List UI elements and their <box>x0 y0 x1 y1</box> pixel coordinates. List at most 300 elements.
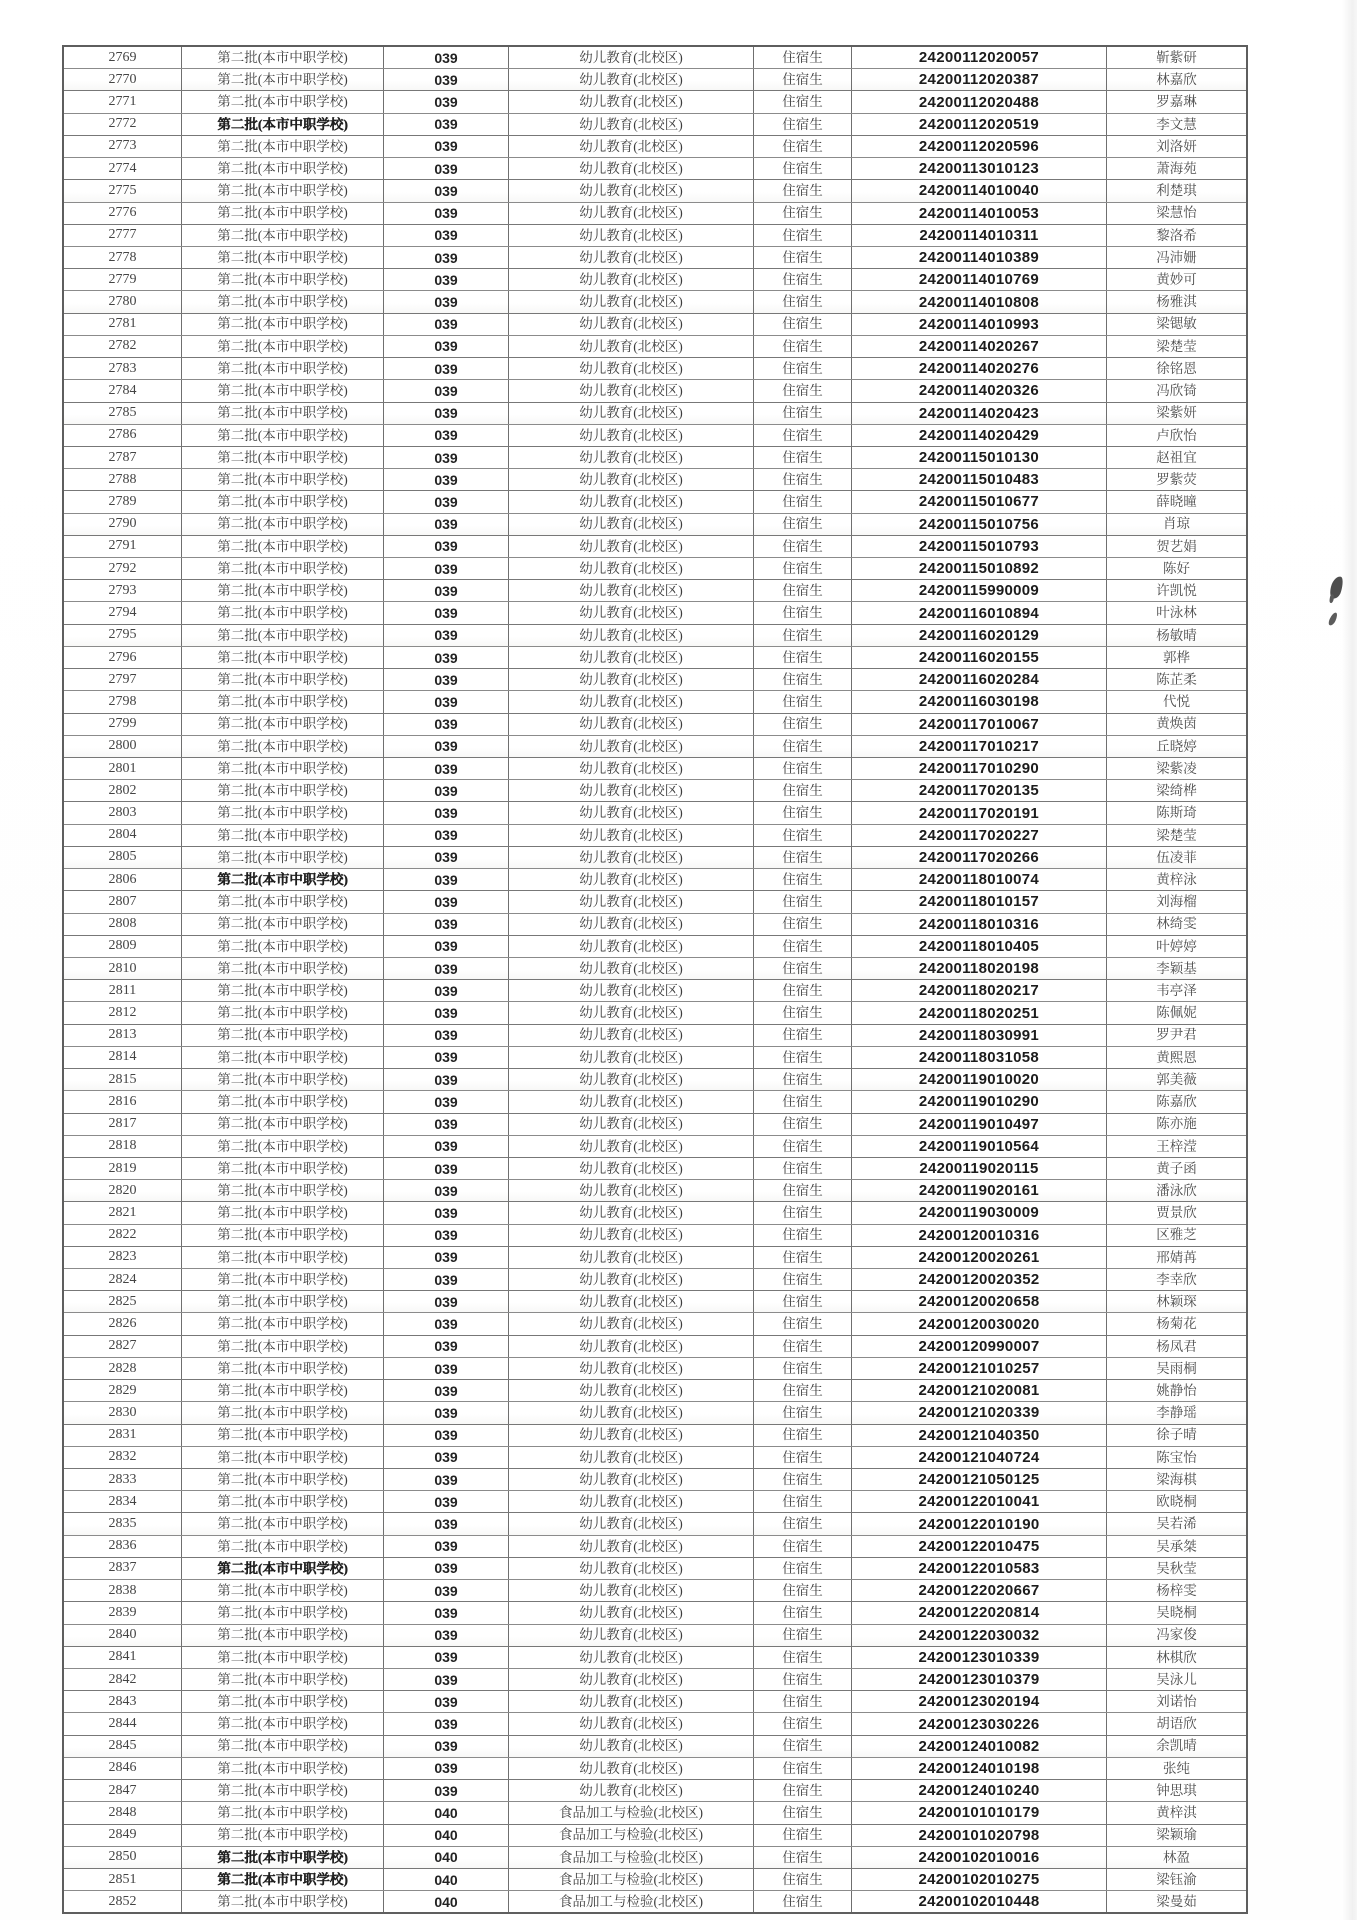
major-cell: 幼儿教育(北校区) <box>509 647 754 668</box>
student-name-cell: 罗紫荧 <box>1156 472 1197 488</box>
row-number-cell: 2808 <box>64 914 182 935</box>
table-row <box>64 403 1246 425</box>
batch-cell: 第二批(本市中职学校) <box>182 203 384 224</box>
major-cell: 食品加工与检验(北校区) <box>509 1869 754 1890</box>
exam-number-cell: 24200115010677 <box>852 491 1107 512</box>
batch-cell: 第二批(本市中职学校) <box>182 1136 384 1157</box>
exam-number-cell: 24200119010020 <box>852 1069 1107 1090</box>
row-number-cell: 2810 <box>64 958 182 979</box>
batch-cell: 第二批(本市中职学校) <box>182 1691 384 1712</box>
batch-cell: 第二批(本市中职学校) <box>182 825 384 846</box>
major-cell: 幼儿教育(北校区) <box>509 1713 754 1734</box>
student-name-cell: 罗嘉琳 <box>1156 94 1197 110</box>
student-name-cell: 钟思琪 <box>1156 1782 1197 1798</box>
exam-number-cell: 24200120020658 <box>852 1291 1107 1312</box>
student-name-cell: 靳紫研 <box>1156 49 1197 65</box>
major-cell: 幼儿教育(北校区) <box>509 158 754 179</box>
major-cell: 幼儿教育(北校区) <box>509 691 754 712</box>
row-number-cell: 2785 <box>64 403 182 424</box>
student-name-cell: 冯欣锜 <box>1156 383 1197 399</box>
residency-cell: 住宿生 <box>754 91 852 112</box>
table-row <box>64 825 1246 847</box>
student-name-cell: 郭美薇 <box>1156 1071 1197 1087</box>
major-cell: 幼儿教育(北校区) <box>509 1402 754 1423</box>
major-cell: 幼儿教育(北校区) <box>509 403 754 424</box>
student-name-cell: 梁颖瑜 <box>1156 1827 1197 1843</box>
residency-cell: 住宿生 <box>754 403 852 424</box>
table-row <box>64 47 1246 69</box>
major-cell: 幼儿教育(北校区) <box>509 114 754 135</box>
school-code-cell: 039 <box>384 714 509 735</box>
major-cell: 幼儿教育(北校区) <box>509 380 754 401</box>
table-row <box>64 1536 1246 1558</box>
school-code-cell: 039 <box>384 203 509 224</box>
school-code-cell: 039 <box>384 491 509 512</box>
row-number-cell: 2835 <box>64 1513 182 1534</box>
row-number-cell: 2774 <box>64 158 182 179</box>
school-code-cell: 039 <box>384 425 509 446</box>
row-number-cell: 2784 <box>64 380 182 401</box>
residency-cell: 住宿生 <box>754 1780 852 1801</box>
exam-number-cell: 24200115990009 <box>852 580 1107 601</box>
student-name-cell: 林盈 <box>1163 1849 1190 1865</box>
residency-cell: 住宿生 <box>754 447 852 468</box>
school-code-cell: 039 <box>384 758 509 779</box>
residency-cell: 住宿生 <box>754 1713 852 1734</box>
major-cell: 幼儿教育(北校区) <box>509 291 754 312</box>
residency-cell: 住宿生 <box>754 491 852 512</box>
student-name-cell: 林颖琛 <box>1156 1294 1197 1310</box>
major-cell: 幼儿教育(北校区) <box>509 802 754 823</box>
residency-cell: 住宿生 <box>754 469 852 490</box>
residency-cell: 住宿生 <box>754 1269 852 1290</box>
major-cell: 幼儿教育(北校区) <box>509 1313 754 1334</box>
batch-cell: 第二批(本市中职学校) <box>182 447 384 468</box>
residency-cell: 住宿生 <box>754 425 852 446</box>
student-name-cell: 陈斯琦 <box>1156 805 1197 821</box>
batch-cell: 第二批(本市中职学校) <box>182 736 384 757</box>
table-row <box>64 602 1246 624</box>
exam-number-cell: 24200121020081 <box>852 1380 1107 1401</box>
batch-cell: 第二批(本市中职学校) <box>182 491 384 512</box>
residency-cell: 住宿生 <box>754 180 852 201</box>
exam-number-cell: 24200123030226 <box>852 1713 1107 1734</box>
row-number-cell: 2849 <box>64 1825 182 1846</box>
residency-cell: 住宿生 <box>754 1380 852 1401</box>
residency-cell: 住宿生 <box>754 380 852 401</box>
school-code-cell: 039 <box>384 1625 509 1646</box>
student-name-cell: 黎洛希 <box>1156 227 1197 243</box>
batch-cell: 第二批(本市中职学校) <box>182 980 384 1001</box>
batch-cell: 第二批(本市中职学校) <box>182 269 384 290</box>
batch-cell: 第二批(本市中职学校) <box>182 1736 384 1757</box>
table-row <box>64 580 1246 602</box>
residency-cell: 住宿生 <box>754 1358 852 1379</box>
major-cell: 幼儿教育(北校区) <box>509 1425 754 1446</box>
row-number-cell: 2786 <box>64 425 182 446</box>
school-code-cell: 039 <box>384 1158 509 1179</box>
major-cell: 幼儿教育(北校区) <box>509 1136 754 1157</box>
exam-number-cell: 24200115010793 <box>852 536 1107 557</box>
batch-cell: 第二批(本市中职学校) <box>182 780 384 801</box>
exam-number-cell: 24200121050125 <box>852 1469 1107 1490</box>
batch-cell: 第二批(本市中职学校) <box>182 1647 384 1668</box>
table-row <box>64 358 1246 380</box>
table-row <box>64 1158 1246 1180</box>
school-code-cell: 039 <box>384 1136 509 1157</box>
table-row <box>64 1047 1246 1069</box>
exam-number-cell: 24200120990007 <box>852 1336 1107 1357</box>
table-row <box>64 291 1246 313</box>
major-cell: 幼儿教育(北校区) <box>509 1158 754 1179</box>
exam-number-cell: 24200114020326 <box>852 380 1107 401</box>
batch-cell: 第二批(本市中职学校) <box>182 1713 384 1734</box>
school-code-cell: 039 <box>384 1202 509 1223</box>
major-cell: 幼儿教育(北校区) <box>509 825 754 846</box>
major-cell: 幼儿教育(北校区) <box>509 1269 754 1290</box>
table-row <box>64 180 1246 202</box>
major-cell: 幼儿教育(北校区) <box>509 936 754 957</box>
school-code-cell: 039 <box>384 1713 509 1734</box>
student-name-cell: 梁楚莹 <box>1156 338 1197 354</box>
table-row <box>64 1869 1246 1891</box>
row-number-cell: 2771 <box>64 91 182 112</box>
residency-cell: 住宿生 <box>754 958 852 979</box>
major-cell: 食品加工与检验(北校区) <box>509 1825 754 1846</box>
school-code-cell: 039 <box>384 1114 509 1135</box>
school-code-cell: 039 <box>384 447 509 468</box>
batch-cell: 第二批(本市中职学校) <box>182 1402 384 1423</box>
exam-number-cell: 24200118020251 <box>852 1002 1107 1023</box>
student-name-cell: 徐铭恩 <box>1156 360 1197 376</box>
student-name-cell: 伍凌菲 <box>1156 849 1197 865</box>
student-name-cell: 张纯 <box>1163 1760 1190 1776</box>
major-cell: 幼儿教育(北校区) <box>509 336 754 357</box>
table-row <box>64 536 1246 558</box>
table-row <box>64 1691 1246 1713</box>
student-name-cell: 潘泳欣 <box>1156 1183 1197 1199</box>
school-code-cell: 040 <box>384 1869 509 1890</box>
major-cell: 幼儿教育(北校区) <box>509 180 754 201</box>
school-code-cell: 039 <box>384 1691 509 1712</box>
table-row <box>64 1202 1246 1224</box>
row-number-cell: 2840 <box>64 1625 182 1646</box>
student-name-cell: 杨菊花 <box>1156 1316 1197 1332</box>
school-code-cell: 039 <box>384 1580 509 1601</box>
student-name-cell: 杨雅淇 <box>1156 294 1197 310</box>
exam-number-cell: 24200122010041 <box>852 1491 1107 1512</box>
school-code-cell: 039 <box>384 625 509 646</box>
row-number-cell: 2848 <box>64 1802 182 1823</box>
residency-cell: 住宿生 <box>754 1558 852 1579</box>
student-name-cell: 陈嘉欣 <box>1156 1094 1197 1110</box>
exam-number-cell: 24200112020519 <box>852 114 1107 135</box>
residency-cell: 住宿生 <box>754 158 852 179</box>
school-code-cell: 039 <box>384 1069 509 1090</box>
residency-cell: 住宿生 <box>754 1180 852 1201</box>
school-code-cell: 039 <box>384 780 509 801</box>
row-number-cell: 2831 <box>64 1425 182 1446</box>
batch-cell: 第二批(本市中职学校) <box>182 1758 384 1779</box>
row-number-cell: 2795 <box>64 625 182 646</box>
exam-number-cell: 24200115010892 <box>852 558 1107 579</box>
table-row <box>64 1269 1246 1291</box>
row-number-cell: 2804 <box>64 825 182 846</box>
exam-number-cell: 24200120020261 <box>852 1247 1107 1268</box>
major-cell: 幼儿教育(北校区) <box>509 247 754 268</box>
major-cell: 幼儿教育(北校区) <box>509 1291 754 1312</box>
batch-cell: 第二批(本市中职学校) <box>182 1891 384 1912</box>
student-name-cell: 卢欣怡 <box>1156 427 1197 443</box>
major-cell: 幼儿教育(北校区) <box>509 1114 754 1135</box>
batch-cell: 第二批(本市中职学校) <box>182 91 384 112</box>
student-name-cell: 林绮雯 <box>1156 916 1197 932</box>
table-row <box>64 1802 1246 1824</box>
student-name-cell: 利楚琪 <box>1156 183 1197 199</box>
major-cell: 幼儿教育(北校区) <box>509 1180 754 1201</box>
exam-number-cell: 24200118010157 <box>852 891 1107 912</box>
exam-number-cell: 24200114010808 <box>852 291 1107 312</box>
exam-number-cell: 24200119010290 <box>852 1091 1107 1112</box>
row-number-cell: 2841 <box>64 1647 182 1668</box>
row-number-cell: 2796 <box>64 647 182 668</box>
table-row <box>64 1091 1246 1113</box>
batch-cell: 第二批(本市中职学校) <box>182 1513 384 1534</box>
table-row <box>64 1447 1246 1469</box>
residency-cell: 住宿生 <box>754 1402 852 1423</box>
row-number-cell: 2838 <box>64 1580 182 1601</box>
row-number-cell: 2834 <box>64 1491 182 1512</box>
student-name-cell: 杨梓雯 <box>1156 1582 1197 1598</box>
row-number-cell: 2847 <box>64 1780 182 1801</box>
school-code-cell: 039 <box>384 736 509 757</box>
row-number-cell: 2769 <box>64 47 182 68</box>
major-cell: 幼儿教育(北校区) <box>509 847 754 868</box>
table-row <box>64 1136 1246 1158</box>
major-cell: 幼儿教育(北校区) <box>509 1513 754 1534</box>
exam-number-cell: 24200118030991 <box>852 1025 1107 1046</box>
batch-cell: 第二批(本市中职学校) <box>182 158 384 179</box>
exam-number-cell: 24200122030032 <box>852 1625 1107 1646</box>
exam-number-cell: 24200122020667 <box>852 1580 1107 1601</box>
residency-cell: 住宿生 <box>754 669 852 690</box>
batch-cell: 第二批(本市中职学校) <box>182 714 384 735</box>
row-number-cell: 2770 <box>64 69 182 90</box>
school-code-cell: 039 <box>384 1047 509 1068</box>
row-number-cell: 2797 <box>64 669 182 690</box>
exam-number-cell: 24200120030020 <box>852 1313 1107 1334</box>
residency-cell: 住宿生 <box>754 69 852 90</box>
table-row <box>64 958 1246 980</box>
exam-number-cell: 24200112020057 <box>852 47 1107 68</box>
residency-cell: 住宿生 <box>754 1025 852 1046</box>
row-number-cell: 2826 <box>64 1313 182 1334</box>
student-name-cell: 罗尹君 <box>1156 1027 1197 1043</box>
table-row <box>64 314 1246 336</box>
batch-cell: 第二批(本市中职学校) <box>182 1180 384 1201</box>
school-code-cell: 039 <box>384 1758 509 1779</box>
exam-number-cell: 24200116030198 <box>852 691 1107 712</box>
row-number-cell: 2845 <box>64 1736 182 1757</box>
batch-cell: 第二批(本市中职学校) <box>182 1580 384 1601</box>
exam-number-cell: 24200118010074 <box>852 869 1107 890</box>
ink-mark <box>1327 611 1338 626</box>
school-code-cell: 039 <box>384 602 509 623</box>
residency-cell: 住宿生 <box>754 1425 852 1446</box>
school-code-cell: 039 <box>384 136 509 157</box>
row-number-cell: 2833 <box>64 1469 182 1490</box>
row-number-cell: 2814 <box>64 1047 182 1068</box>
residency-cell: 住宿生 <box>754 802 852 823</box>
exam-number-cell: 24200121040724 <box>852 1447 1107 1468</box>
exam-number-cell: 24200123010379 <box>852 1669 1107 1690</box>
exam-number-cell: 24200115010483 <box>852 469 1107 490</box>
row-number-cell: 2802 <box>64 780 182 801</box>
major-cell: 幼儿教育(北校区) <box>509 1336 754 1357</box>
table-row <box>64 1402 1246 1424</box>
student-name-cell: 梁紫凌 <box>1156 760 1197 776</box>
row-number-cell: 2778 <box>64 247 182 268</box>
row-number-cell: 2836 <box>64 1536 182 1557</box>
school-code-cell: 039 <box>384 1002 509 1023</box>
batch-cell: 第二批(本市中职学校) <box>182 358 384 379</box>
student-name-cell: 贺艺娟 <box>1156 538 1197 554</box>
major-cell: 幼儿教育(北校区) <box>509 358 754 379</box>
batch-cell: 第二批(本市中职学校) <box>182 1669 384 1690</box>
student-name-cell: 陈芷柔 <box>1156 671 1197 687</box>
student-name-cell: 冯沛姗 <box>1156 249 1197 265</box>
residency-cell: 住宿生 <box>754 1158 852 1179</box>
school-code-cell: 039 <box>384 580 509 601</box>
student-name-cell: 吴泳儿 <box>1156 1671 1197 1687</box>
major-cell: 幼儿教育(北校区) <box>509 780 754 801</box>
table-row <box>64 1114 1246 1136</box>
exam-number-cell: 24200119020115 <box>852 1158 1107 1179</box>
exam-number-cell: 24200112020596 <box>852 136 1107 157</box>
school-code-cell: 039 <box>384 69 509 90</box>
student-name-cell: 李颖基 <box>1156 960 1197 976</box>
batch-cell: 第二批(本市中职学校) <box>182 314 384 335</box>
batch-cell: 第二批(本市中职学校) <box>182 914 384 935</box>
student-name-cell: 丘晓婷 <box>1156 738 1197 754</box>
batch-cell: 第二批(本市中职学校) <box>182 1158 384 1179</box>
residency-cell: 住宿生 <box>754 847 852 868</box>
residency-cell: 住宿生 <box>754 1580 852 1601</box>
school-code-cell: 039 <box>384 1380 509 1401</box>
exam-number-cell: 24200114010993 <box>852 314 1107 335</box>
major-cell: 幼儿教育(北校区) <box>509 69 754 90</box>
school-code-cell: 039 <box>384 936 509 957</box>
table-row <box>64 736 1246 758</box>
table-row <box>64 1513 1246 1535</box>
student-name-cell: 黄子函 <box>1156 1160 1197 1176</box>
major-cell: 幼儿教育(北校区) <box>509 1647 754 1668</box>
major-cell: 幼儿教育(北校区) <box>509 1580 754 1601</box>
major-cell: 幼儿教育(北校区) <box>509 1491 754 1512</box>
batch-cell: 第二批(本市中职学校) <box>182 1825 384 1846</box>
table-row <box>64 1425 1246 1447</box>
table-row <box>64 69 1246 91</box>
school-code-cell: 039 <box>384 1247 509 1268</box>
row-number-cell: 2830 <box>64 1402 182 1423</box>
school-code-cell: 039 <box>384 91 509 112</box>
row-number-cell: 2805 <box>64 847 182 868</box>
school-code-cell: 039 <box>384 1513 509 1534</box>
major-cell: 幼儿教育(北校区) <box>509 1447 754 1468</box>
exam-number-cell: 24200120020352 <box>852 1269 1107 1290</box>
major-cell: 幼儿教育(北校区) <box>509 602 754 623</box>
exam-number-cell: 24200119030009 <box>852 1202 1107 1223</box>
exam-number-cell: 24200101010179 <box>852 1802 1107 1823</box>
residency-cell: 住宿生 <box>754 691 852 712</box>
residency-cell: 住宿生 <box>754 536 852 557</box>
residency-cell: 住宿生 <box>754 336 852 357</box>
exam-number-cell: 24200115010756 <box>852 514 1107 535</box>
residency-cell: 住宿生 <box>754 625 852 646</box>
major-cell: 幼儿教育(北校区) <box>509 136 754 157</box>
major-cell: 幼儿教育(北校区) <box>509 625 754 646</box>
exam-number-cell: 24200119010497 <box>852 1114 1107 1135</box>
school-code-cell: 039 <box>384 403 509 424</box>
major-cell: 幼儿教育(北校区) <box>509 469 754 490</box>
table-row <box>64 1625 1246 1647</box>
residency-cell: 住宿生 <box>754 736 852 757</box>
school-code-cell: 039 <box>384 1313 509 1334</box>
school-code-cell: 039 <box>384 1291 509 1312</box>
exam-number-cell: 24200102010275 <box>852 1869 1107 1890</box>
row-number-cell: 2825 <box>64 1291 182 1312</box>
exam-number-cell: 24200117010290 <box>852 758 1107 779</box>
row-number-cell: 2776 <box>64 203 182 224</box>
residency-cell: 住宿生 <box>754 914 852 935</box>
batch-cell: 第二批(本市中职学校) <box>182 669 384 690</box>
batch-cell: 第二批(本市中职学校) <box>182 1336 384 1357</box>
major-cell: 幼儿教育(北校区) <box>509 869 754 890</box>
residency-cell: 住宿生 <box>754 47 852 68</box>
ink-mark <box>1328 575 1345 600</box>
row-number-cell: 2775 <box>64 180 182 201</box>
table-row <box>64 1780 1246 1802</box>
school-code-cell: 039 <box>384 669 509 690</box>
student-name-cell: 肖琼 <box>1163 516 1190 532</box>
major-cell: 幼儿教育(北校区) <box>509 1691 754 1712</box>
student-name-cell: 黄梓淇 <box>1156 1805 1197 1821</box>
row-number-cell: 2794 <box>64 602 182 623</box>
row-number-cell: 2821 <box>64 1202 182 1223</box>
batch-cell: 第二批(本市中职学校) <box>182 602 384 623</box>
residency-cell: 住宿生 <box>754 1069 852 1090</box>
exam-number-cell: 24200123010339 <box>852 1647 1107 1668</box>
major-cell: 幼儿教育(北校区) <box>509 1558 754 1579</box>
batch-cell: 第二批(本市中职学校) <box>182 936 384 957</box>
batch-cell: 第二批(本市中职学校) <box>182 469 384 490</box>
residency-cell: 住宿生 <box>754 114 852 135</box>
student-name-cell: 胡语欣 <box>1156 1716 1197 1732</box>
school-code-cell: 040 <box>384 1825 509 1846</box>
table-row <box>64 647 1246 669</box>
table-row <box>64 1336 1246 1358</box>
major-cell: 食品加工与检验(北校区) <box>509 1891 754 1912</box>
row-number-cell: 2837 <box>64 1558 182 1579</box>
residency-cell: 住宿生 <box>754 1091 852 1112</box>
row-number-cell: 2824 <box>64 1269 182 1290</box>
exam-number-cell: 24200122010475 <box>852 1536 1107 1557</box>
table-row <box>64 1758 1246 1780</box>
major-cell: 幼儿教育(北校区) <box>509 1758 754 1779</box>
row-number-cell: 2772 <box>64 114 182 135</box>
row-number-cell: 2818 <box>64 1136 182 1157</box>
table-row <box>64 558 1246 580</box>
